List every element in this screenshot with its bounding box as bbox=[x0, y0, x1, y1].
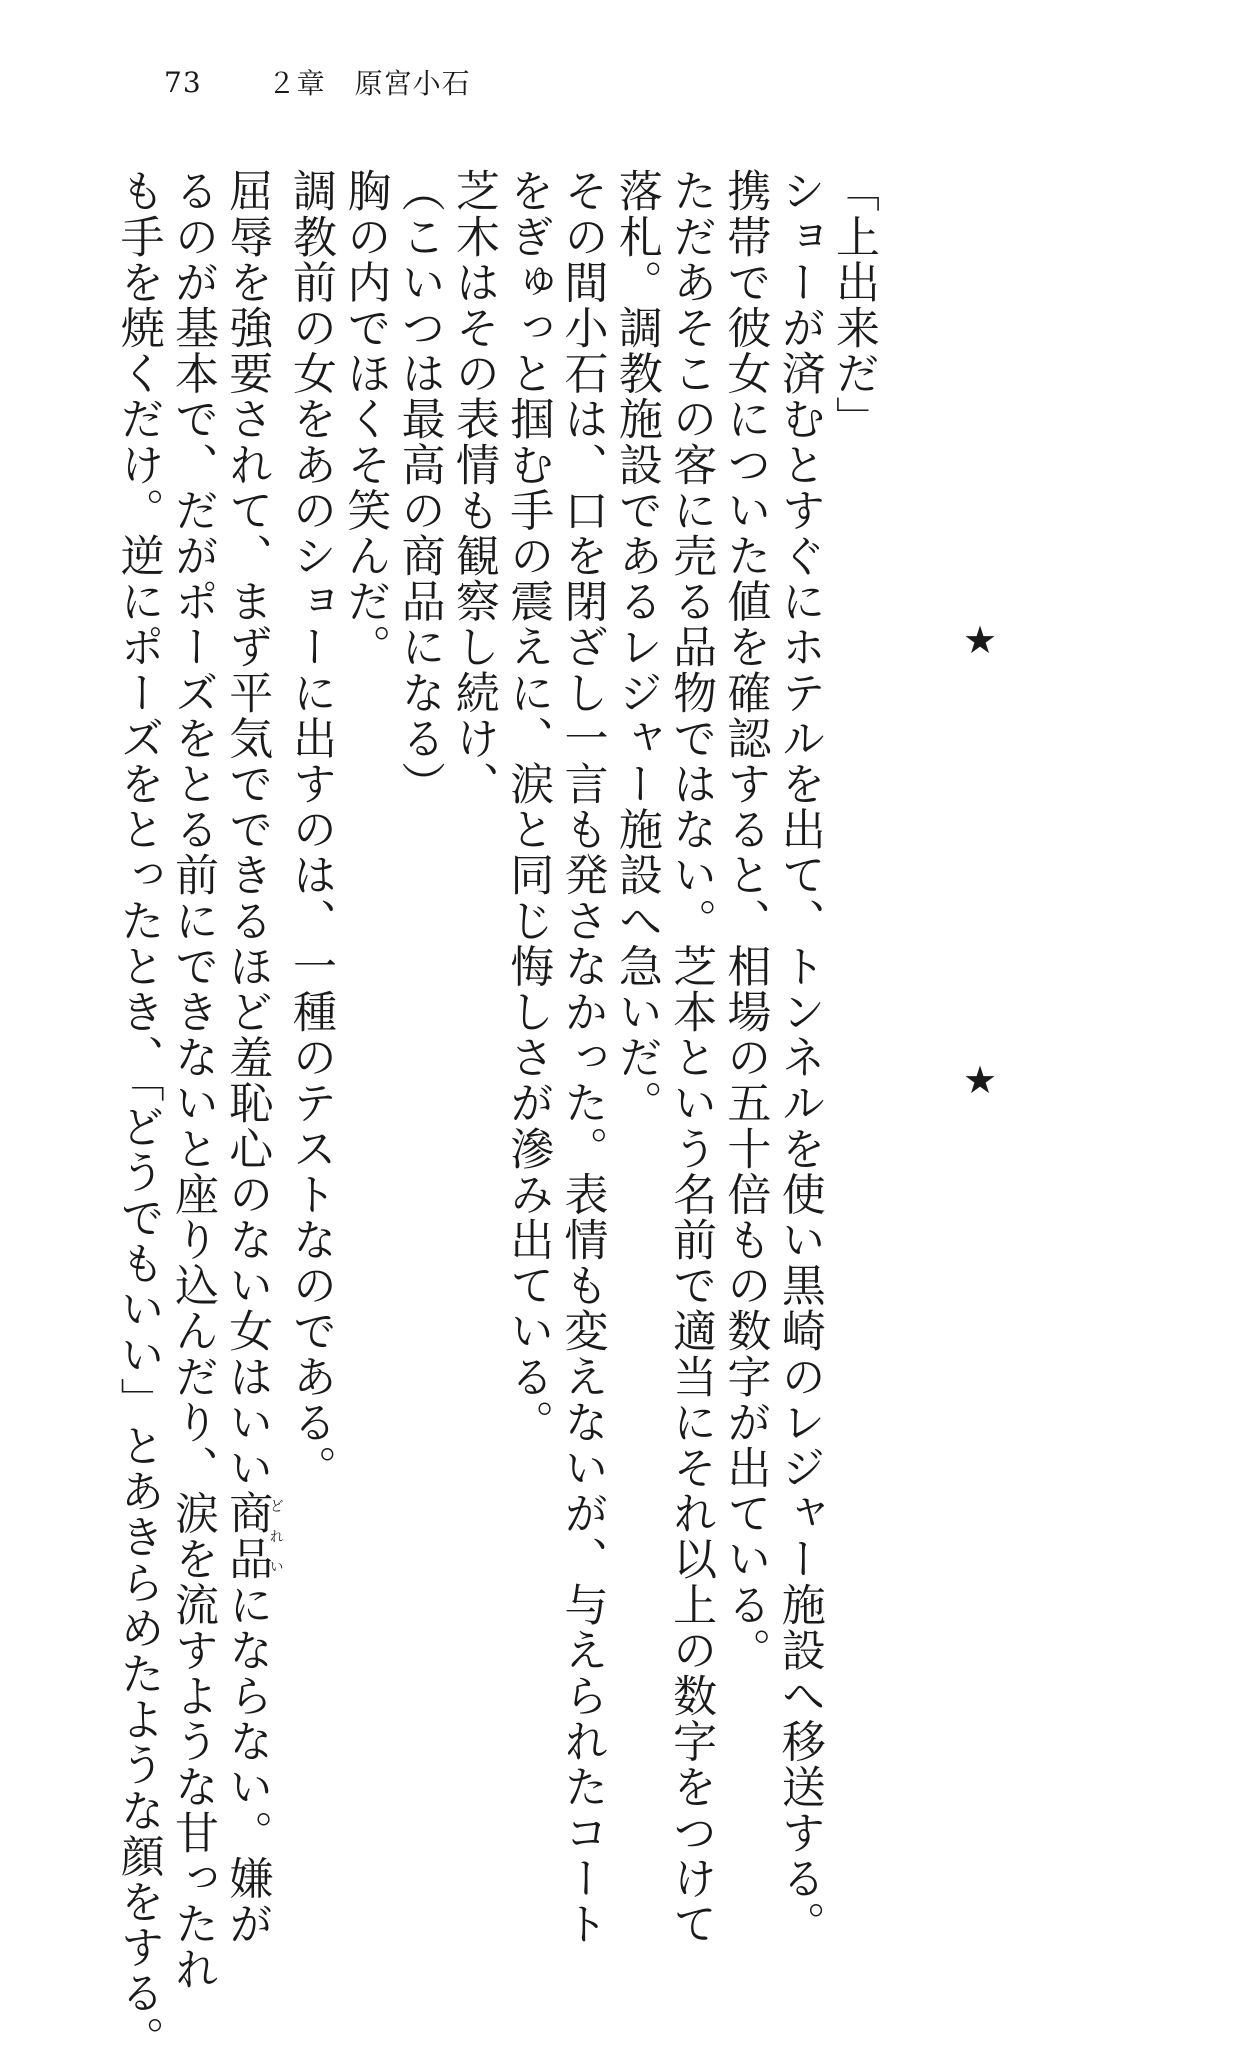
page-number: 73 bbox=[164, 65, 202, 99]
ruby-reading: どれい bbox=[267, 1490, 284, 1582]
star-icon: ★ bbox=[962, 618, 998, 662]
ruby-base: 商品 bbox=[221, 1490, 273, 1582]
ruby-word bbox=[221, 1490, 284, 1582]
running-header bbox=[164, 62, 471, 102]
dialogue-line: 「上出来だ」 bbox=[828, 168, 879, 442]
paragraph-line: ただあそこの客に売る品物ではない。芝本という名前で適当にそれ以上の数字をつけて bbox=[665, 168, 717, 1947]
paragraph-line: るのが基本で、だがポーズをとる前にできないと座り込んだり、涙を流すような甘ったれ bbox=[166, 168, 218, 1992]
paragraph-line: 落札。調教施設であるレジャー施設へ急いだ。 bbox=[610, 168, 662, 1126]
thought-line: （こいつは最高の商品になる） bbox=[393, 168, 445, 807]
paragraph-line: 調教前の女をあのショーに出すのは、一種のテストなのである。 bbox=[285, 168, 337, 1491]
body-text bbox=[110, 168, 880, 2061]
paragraph-line bbox=[219, 168, 284, 1947]
paragraph-line: 芝木はその表情も観察し続け、 bbox=[447, 168, 499, 807]
paragraph-line: ショーが済むとすぐにホテルを出て、トンネルを使い黒崎のレジャー施設へ移送する。 bbox=[773, 168, 825, 1947]
paragraph-line: も手を焼くだけ。逆にポーズをとったとき、「どうでもいい」とあきらめたような顔をする。 bbox=[112, 168, 164, 2061]
text-run: にならない。嫌が bbox=[221, 1581, 273, 1947]
scene-separator bbox=[960, 620, 1000, 1100]
chapter-title: ２章 原宮小石 bbox=[267, 67, 471, 100]
paragraph-line: 胸の内でほくそ笑んだ。 bbox=[339, 168, 391, 670]
paragraph-line: 携帯で彼女についた値を確認すると、相場の五十倍もの数字が出ている。 bbox=[719, 168, 771, 1673]
star-icon: ★ bbox=[962, 1058, 998, 1102]
paragraph-line: その間小石は、口を閉ざし一言も発さなかった。表情も変えないが、与えられたコート bbox=[556, 168, 608, 1947]
text-run: 屈辱を強要されて、まず平気でできるほど羞恥心のない女はいい bbox=[221, 168, 273, 1491]
paragraph-line: をぎゅっと掴む手の震えに、涙と同じ悔しさが滲み出ている。 bbox=[502, 168, 554, 1445]
